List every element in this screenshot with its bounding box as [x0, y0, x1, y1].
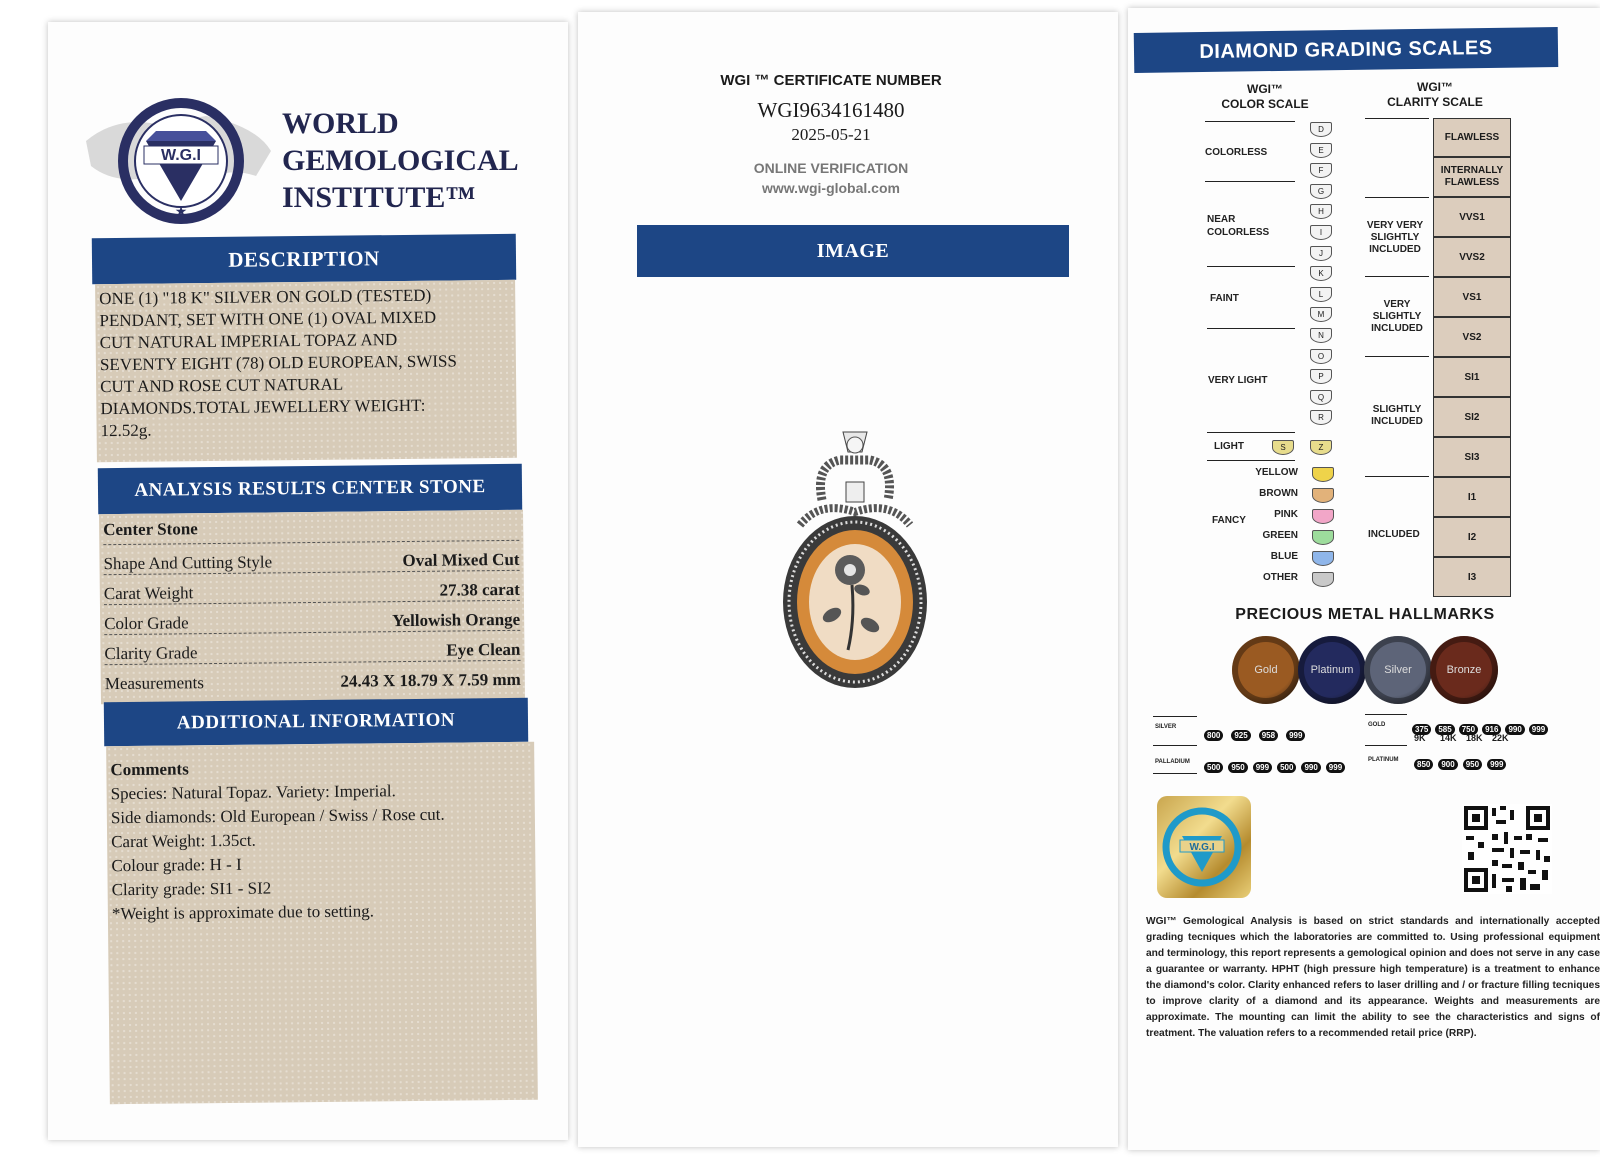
comment-line: Side diamonds: Old European / Swiss / Rose cut. [110, 804, 445, 828]
color-group-label: NEAR COLORLESS [1207, 214, 1270, 238]
karat-label: 9K [1414, 733, 1426, 743]
color-grade-gem: I [1310, 225, 1332, 240]
fancy-color-label: BLUE [1270, 551, 1298, 562]
additional-header: ADDITIONAL INFORMATION [104, 698, 528, 746]
hallmark: 750 [1459, 724, 1478, 735]
color-grade-gem: M [1310, 307, 1332, 322]
org-name [282, 105, 519, 216]
org-name-line: WORLD [282, 107, 399, 140]
color-grade-gem: R [1310, 410, 1332, 425]
palladium-marks [1204, 757, 1345, 775]
description-line: DIAMONDS.TOTAL JEWELLERY WEIGHT: [100, 395, 426, 419]
additional-box [106, 742, 538, 1104]
wgi-logo [86, 96, 276, 226]
color-letters-column [1310, 122, 1334, 431]
analysis-value: Oval Mixed Cut [402, 549, 520, 571]
clarity-grade-cell: VVS2 [1433, 237, 1511, 277]
fancy-color-gem [1312, 467, 1334, 482]
analysis-label: Measurements [104, 673, 205, 694]
svg-text:★: ★ [174, 205, 188, 220]
palladium-label: PALLADIUM [1155, 759, 1190, 765]
color-grade-gem: N [1310, 328, 1332, 343]
fancy-color-gem [1312, 488, 1334, 503]
platinum-marks [1414, 754, 1506, 772]
clarity-grade-cell: SI3 [1433, 437, 1511, 477]
description-line: CUT NATURAL IMPERIAL TOPAZ AND [99, 330, 398, 353]
fancy-color-gem [1312, 551, 1334, 566]
fancy-color-label: GREEN [1262, 530, 1298, 541]
color-grade-gem: F [1310, 163, 1332, 178]
analysis-label: Color Grade [104, 613, 189, 634]
karat-label: 14K [1440, 733, 1457, 743]
color-grade-gem: G [1310, 184, 1332, 199]
clarity-scale-title [1375, 80, 1495, 110]
hallmark: 950 [1463, 759, 1482, 770]
color-grade-gem: D [1310, 122, 1332, 137]
color-group-label: VERY LIGHT [1208, 375, 1268, 386]
fancy-color-label: OTHER [1263, 572, 1298, 583]
clarity-group-label: VERY VERY SLIGHTLY INCLUDED [1366, 220, 1424, 255]
cert-label: WGI ™ CERTIFICATE NUMBER [720, 72, 942, 89]
color-grade-gem: Q [1310, 390, 1332, 405]
qr-code[interactable] [1462, 804, 1552, 894]
color-grade-gem: O [1310, 349, 1332, 364]
analysis-row [104, 571, 520, 605]
clarity-grade-cell: INTERNALLY FLAWLESS [1433, 157, 1511, 197]
analysis-box [99, 510, 525, 704]
hallmark: 500 [1204, 762, 1223, 773]
clarity-grade-cell: VS1 [1433, 277, 1511, 317]
comment-line: *Weight is approximate due to setting. [111, 901, 375, 924]
karat-label: 18K [1466, 733, 1483, 743]
wgi-hologram-logo [1157, 796, 1251, 898]
clarity-grade-cell: VS2 [1433, 317, 1511, 357]
description-line: CUT AND ROSE CUT NATURAL [100, 374, 344, 397]
platinum-label: PLATINUM [1368, 757, 1399, 763]
hallmark: 950 [1228, 762, 1247, 773]
comment-line: Colour grade: H - I [111, 854, 242, 876]
clarity-grade-cell: I2 [1433, 517, 1511, 557]
clarity-group-label: SLIGHTLY INCLUDED [1371, 404, 1423, 427]
logo-text: W.G.I [161, 147, 201, 164]
color-group-label: COLORLESS [1205, 147, 1268, 158]
color-scale-title-line: WGI™ [1247, 82, 1283, 96]
analysis-value: Yellowish Orange [392, 609, 521, 631]
comment-line: Clarity grade: SI1 - SI2 [111, 878, 272, 900]
hallmark: 375 [1412, 724, 1431, 735]
org-name-line: INSTITUTE™ [282, 181, 476, 214]
color-scale-title-line: COLOR SCALE [1221, 97, 1309, 111]
cert-number: WGI9634161480 [757, 98, 905, 122]
analysis-row [105, 661, 521, 694]
description-line: PENDANT, SET WITH ONE (1) OVAL MIXED [99, 307, 437, 331]
color-grade-gem: J [1310, 246, 1332, 261]
description-header: DESCRIPTION [92, 234, 516, 284]
scales-header: DIAMOND GRADING SCALES [1134, 27, 1559, 73]
comments-title: Comments [110, 759, 189, 780]
clarity-grade-cell: VVS1 [1433, 197, 1511, 237]
hallmark: 500 [1277, 762, 1296, 773]
gold-seal: Gold [1232, 636, 1300, 704]
disclaimer-text: WGI™ Gemological Analysis is based on strict standards and internationally accepted grading tecniques which the laboratories are committed to. Using professional equipment and terminology, this report represents a gemological opinion and does not serve in any case a guarantee or warranty. HPHT (high pressure high temperature) is a treatment to enhance the diamond's color. Clarity enhanced refers to laser drilling and / or fracture filling tecniques to improve clarity of a diamond and its appearance. Weights and measurements are approximate. The mounting can limit the ability to see the characteristics and signs of treatment. The valuation refers to a recommended retail price (RRP). [1146, 916, 1600, 1039]
hallmark: 958 [1259, 730, 1278, 741]
platinum-seal: Platinum [1298, 636, 1366, 704]
analysis-value: 24.43 X 18.79 X 7.59 mm [340, 669, 521, 691]
fancy-color-gem [1312, 509, 1334, 524]
image-header: IMAGE [637, 225, 1069, 277]
gold-karats [1414, 733, 1518, 743]
gold-label: GOLD [1368, 722, 1386, 728]
hallmark: 916 [1482, 724, 1501, 735]
color-group-label: LIGHT [1214, 441, 1244, 452]
analysis-label: Carat Weight [103, 583, 194, 604]
description-line: ONE (1) "18 K" SILVER ON GOLD (TESTED) [99, 285, 432, 309]
clarity-group-label: VERY SLIGHTLY INCLUDED [1371, 299, 1423, 334]
center-stone-title: Center Stone [103, 516, 519, 545]
hallmark: 900 [1438, 759, 1457, 770]
hallmark: 999 [1286, 730, 1305, 741]
color-scale-title [1205, 82, 1325, 112]
analysis-row [104, 631, 520, 665]
fancy-color-label: PINK [1274, 509, 1298, 520]
description-line: SEVENTY EIGHT (78) OLD EUROPEAN, SWISS [99, 351, 457, 375]
hallmarks-header: PRECIOUS METAL HALLMARKS [1235, 606, 1495, 623]
fancy-color-label: YELLOW [1255, 467, 1298, 478]
hallmark: 990 [1505, 724, 1524, 735]
fancy-color-gem [1312, 572, 1334, 587]
hallmark: 999 [1529, 724, 1548, 735]
clarity-grade-cell: SI2 [1433, 397, 1511, 437]
karat-label: 22K [1492, 733, 1509, 743]
clarity-scale-title-line: WGI™ [1417, 80, 1453, 94]
color-grade-gem: P [1310, 369, 1332, 384]
online-verification: ONLINE VERIFICATION [753, 160, 909, 176]
analysis-header: ANALYSIS RESULTS CENTER STONE [98, 464, 522, 514]
cert-date: 2025-05-21 [791, 125, 871, 144]
description-line: 12.52g. [100, 420, 152, 441]
hallmark: 585 [1435, 724, 1454, 735]
color-grade-gem: L [1310, 287, 1332, 302]
color-group-label: FANCY [1212, 515, 1246, 526]
analysis-row [104, 601, 520, 635]
fancy-color-gem [1312, 530, 1334, 545]
svg-text:W.G.I: W.G.I [1189, 842, 1215, 853]
hallmark: 999 [1253, 762, 1272, 773]
color-grade-gem: Z [1310, 440, 1332, 455]
silver-marks [1204, 725, 1313, 743]
clarity-grade-cell: I1 [1433, 477, 1511, 517]
clarity-grade-cell: I3 [1433, 557, 1511, 597]
analysis-label: Clarity Grade [104, 643, 198, 664]
clarity-grade-cell: SI1 [1433, 357, 1511, 397]
hallmark: 999 [1487, 759, 1506, 770]
silver-label: SILVER [1155, 724, 1177, 730]
hallmark: 999 [1326, 762, 1345, 773]
hallmark: 800 [1204, 730, 1223, 741]
hallmark: 990 [1301, 762, 1320, 773]
color-grade-gem: K [1310, 266, 1332, 281]
clarity-scale-title-line: CLARITY SCALE [1387, 95, 1483, 109]
pendant-image [770, 430, 940, 690]
analysis-label: Shape And Cutting Style [103, 552, 273, 574]
analysis-value: Eye Clean [446, 639, 521, 660]
comment-line: Species: Natural Topaz. Variety: Imperial. [110, 781, 396, 804]
clarity-group-label: INCLUDED [1368, 529, 1420, 540]
color-grade-gem: H [1310, 204, 1332, 219]
bronze-seal: Bronze [1430, 636, 1498, 704]
analysis-row [103, 541, 519, 575]
fancy-color-label: BROWN [1259, 488, 1298, 499]
color-grade-gem: S [1272, 440, 1294, 455]
silver-seal: Silver [1364, 636, 1432, 704]
hologram-seal [1157, 796, 1251, 898]
description-box [95, 280, 517, 462]
color-group-label: FAINT [1210, 293, 1239, 304]
clarity-grade-cell: FLAWLESS [1433, 118, 1511, 157]
color-grade-gem: E [1310, 143, 1332, 158]
hallmark: 925 [1231, 730, 1250, 741]
comment-line: Carat Weight: 1.35ct. [111, 830, 256, 852]
analysis-value: 27.38 carat [439, 579, 520, 600]
website-link[interactable]: www.wgi-global.com [762, 180, 900, 196]
org-name-line: GEMOLOGICAL [282, 144, 519, 177]
hallmark: 850 [1414, 759, 1433, 770]
